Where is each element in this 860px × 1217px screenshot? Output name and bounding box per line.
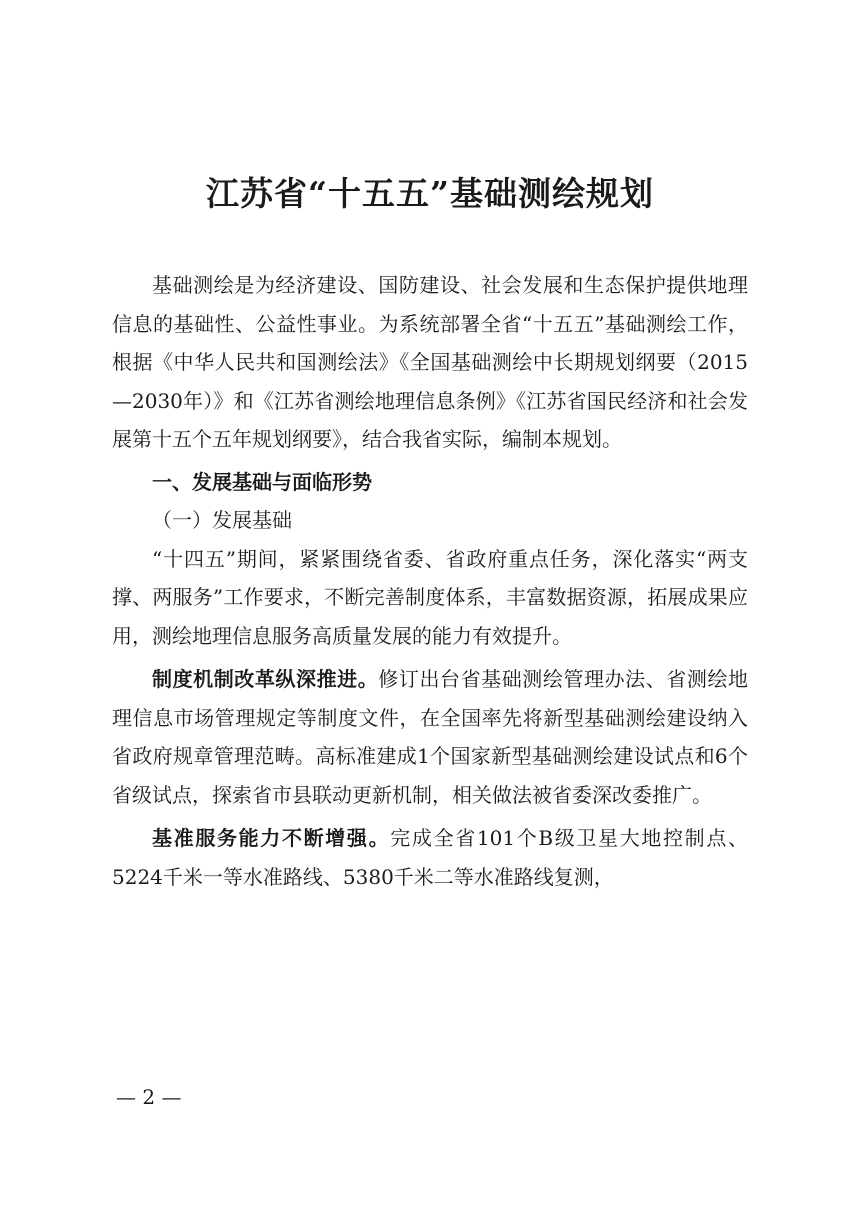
paragraph-body-text: 修订出台省基础测绘管理办法、省测绘地理信息市场管理规定等制度文件，在全国率先将新型基础测绘建设纳入省政府规章管理范畴。高标准建成1个国家新型基础测绘建设试点和6个省级试点，探索省市县联动更新机制，相关做法被省委深改委推广。 xyxy=(112,667,749,807)
paragraph-development-overview: “十四五”期间，紧紧围绕省委、省政府重点任务，深化落实“两支撑、两服务”工作要求，不断完善制度体系，丰富数据资源，拓展成果应用，测绘地理信息服务高质量发展的能力有效提升。 xyxy=(112,546,748,648)
paragraph-lead-text: 基准服务能力不断增强。 xyxy=(152,826,391,850)
paragraph-lead-text: 制度机制改革纵深推进。 xyxy=(152,667,379,691)
paragraph-body-text: 完成全省101个B级卫星大地控制点、5224千米一等水准路线、5380千米二等水准路线复测， xyxy=(112,826,749,889)
intro-paragraph: 基础测绘是为经济建设、国防建设、社会发展和生态保护提供地理信息的基础性、公益性事业。为系统部署全省“十五五”基础测绘工作，根据《中华人民共和国测绘法》《全国基础测绘中长期规划纲要（2015—2030年）》和《江苏省测绘地理信息条例》《江苏省国民经济和社会发展第十五个五年规划纲要》，结合我省实际，编制本规划。 xyxy=(112,273,748,451)
document-body xyxy=(112,266,748,896)
paragraph-datum-services xyxy=(112,819,748,896)
page-number: — 2 — xyxy=(116,1085,182,1109)
subsection-heading: （一）发展基础 xyxy=(152,508,292,532)
page-title: 江苏省“十五五”基础测绘规划 xyxy=(206,174,654,213)
paragraph-institutional-reform xyxy=(112,660,748,814)
section-heading: 一、发展基础与面临形势 xyxy=(152,469,372,494)
